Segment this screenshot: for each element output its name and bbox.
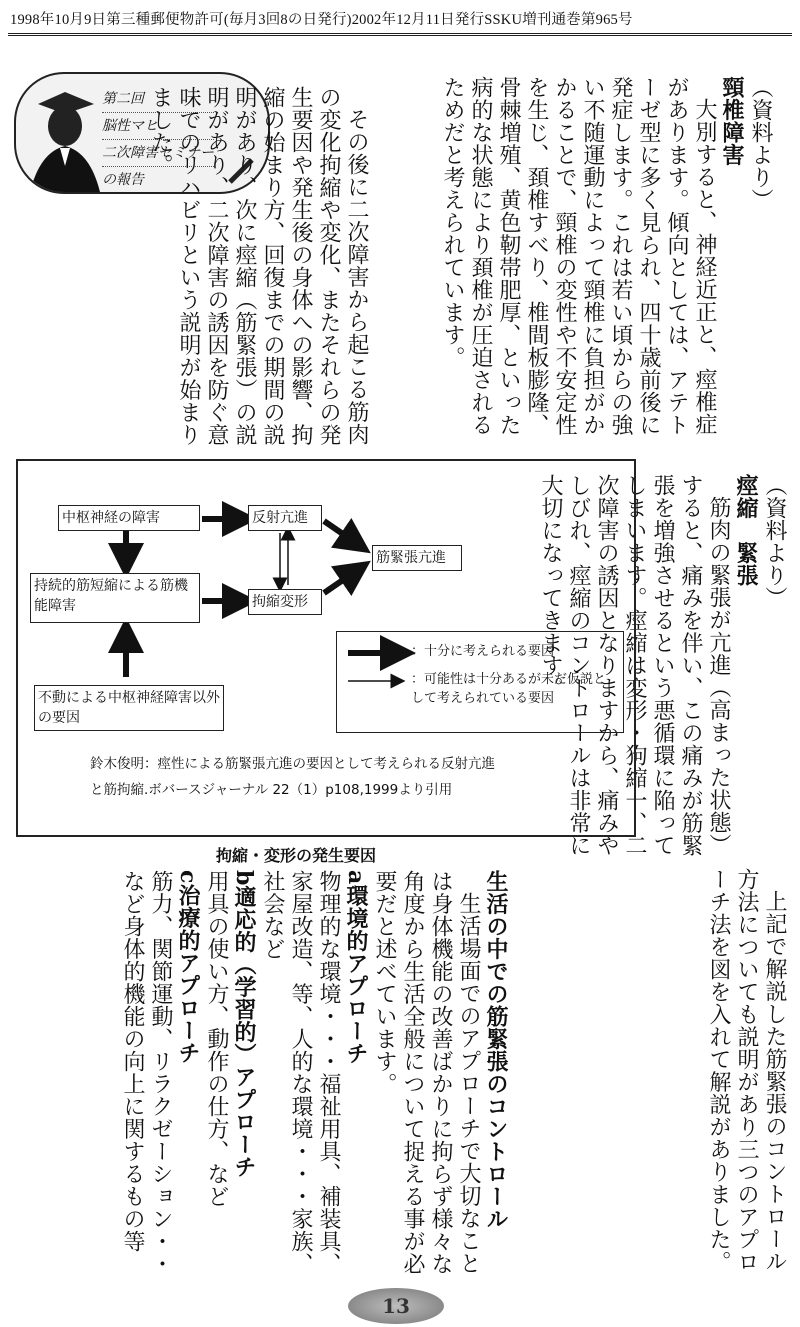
node-sustained: 持続的筋短縮による筋機能障害 bbox=[30, 573, 200, 623]
spasm-body-2: 上記で解説した筋緊張のコントロール方法についても説明があり三つのアプローチ法を図を入れて解説がありました。 bbox=[706, 868, 787, 1273]
cervical-section bbox=[406, 76, 774, 448]
node-contracture: 拘縮変形 bbox=[248, 589, 322, 615]
node-reflex: 反射亢進 bbox=[248, 505, 322, 531]
approach-a-body: 物理的な環境・・・福祉用具、補装具、家屋改造、等、人的な環境・・・家族、社会など bbox=[260, 870, 341, 1275]
spasm-continued bbox=[550, 868, 788, 1278]
logo-line: 脳性マヒ bbox=[102, 113, 214, 140]
node-immobility: 不動による中枢神経障害以外の要因 bbox=[34, 685, 224, 731]
control-section bbox=[60, 870, 510, 1280]
source-label: （資料より） bbox=[762, 474, 787, 609]
spasm-heading: 痙縮 緊張 bbox=[733, 474, 759, 587]
spasm-section bbox=[538, 474, 788, 862]
node-central: 中枢神経の障害 bbox=[58, 505, 200, 531]
approach-b-heading: b適応的（学習的）アプローチ bbox=[231, 870, 257, 1179]
secondary-section bbox=[90, 86, 370, 450]
citation-line: と筋拘縮.ボバースジャーナル 22（1）p108,1999より引用 bbox=[90, 782, 453, 798]
contracture-diagram bbox=[16, 459, 636, 837]
cervical-heading: 頸椎障害 bbox=[719, 76, 745, 166]
diagram-legend bbox=[336, 631, 624, 733]
control-heading: 生活の中での筋緊張のコントロール bbox=[483, 870, 509, 1230]
node-tension: 筋緊張亢進 bbox=[372, 545, 462, 571]
page-number: 13 bbox=[348, 1288, 444, 1324]
legend-strong-label: ：十分に考えられる要因 bbox=[411, 644, 555, 659]
arrow-reflex-tension bbox=[324, 521, 356, 543]
legend-weak-label: ：可能性は十分あるが未だ仮説として考えられている要因 bbox=[411, 672, 607, 706]
cervical-body: 大別すると、神経近正と、痙椎症があります。傾向としては、アテトーゼ型に多く見られ、四十歳前後に発症します。これは若い頃からの強い不随運動によって頸椎に負担がかかることで、頸椎の変性や不安定性を生じ、頚椎すべり、椎間板膨隆、骨棘増殖、黄色靭帯肥厚、といった病的な状態により頚椎が圧迫されるためだと考えられています。 bbox=[440, 76, 717, 436]
control-intro: 生活場面でのアプローチで大切なことは身体機能の改善ばかりに拘らず様々な角度から生活全般について捉える事が必要だと述べています。 bbox=[372, 870, 481, 1275]
approach-b-body: 用具の使い方、動作の仕方、など bbox=[204, 870, 229, 1208]
arrow-contracture-tension bbox=[324, 571, 356, 593]
logo-line: 第二回 bbox=[102, 86, 214, 113]
approach-c-body: 筋力、関節運動、リラクゼーション・・など身体的機能の向上に関するもの等 bbox=[120, 870, 173, 1275]
approach-c-heading: c治療的アプローチ bbox=[175, 870, 201, 1064]
source-label: （資料より） bbox=[748, 76, 773, 211]
figure-caption: 拘縮・変形の発生要因 bbox=[216, 846, 377, 865]
header-rule bbox=[8, 33, 792, 36]
approach-a-heading: a環境的アプローチ bbox=[343, 870, 369, 1065]
issue-header: 1998年10月9日第三種郵便物許可(毎月3回8の日発行)2002年12月11日発行SSKU増刊通巻第965号 bbox=[10, 12, 633, 28]
diagram-citation bbox=[90, 751, 495, 803]
spasm-body: 筋肉の緊張が亢進（高まった状態）すると、痛みを伴い、この痛みが筋緊張を増強させるという悪循環に陥ってしまいます。痙縮は変形・狗縮一、二次障害の誘因となりますから、痛みやしびれ、痙縮のコントロールは非常に大切になってきます。 bbox=[538, 474, 731, 857]
citation-line: 鈴木俊明：痙性による筋緊張亢進の要因として考えられる反射亢進 bbox=[90, 756, 495, 772]
logo-line: の報告 bbox=[102, 167, 214, 194]
logo-line: 二次障害セミナー bbox=[102, 140, 214, 167]
secondary-body: その後に二次障害から起こる筋肉の変化拘縮や変化、またそれらの発生要因や発生後の身体への影響、拘縮の始まり方、回復までの期間の説明があり、次に痙縮（筋緊張）の説明があり、二次障害の誘因を防ぐ意味でのリハビリという説明が始まりました。 bbox=[148, 86, 369, 446]
